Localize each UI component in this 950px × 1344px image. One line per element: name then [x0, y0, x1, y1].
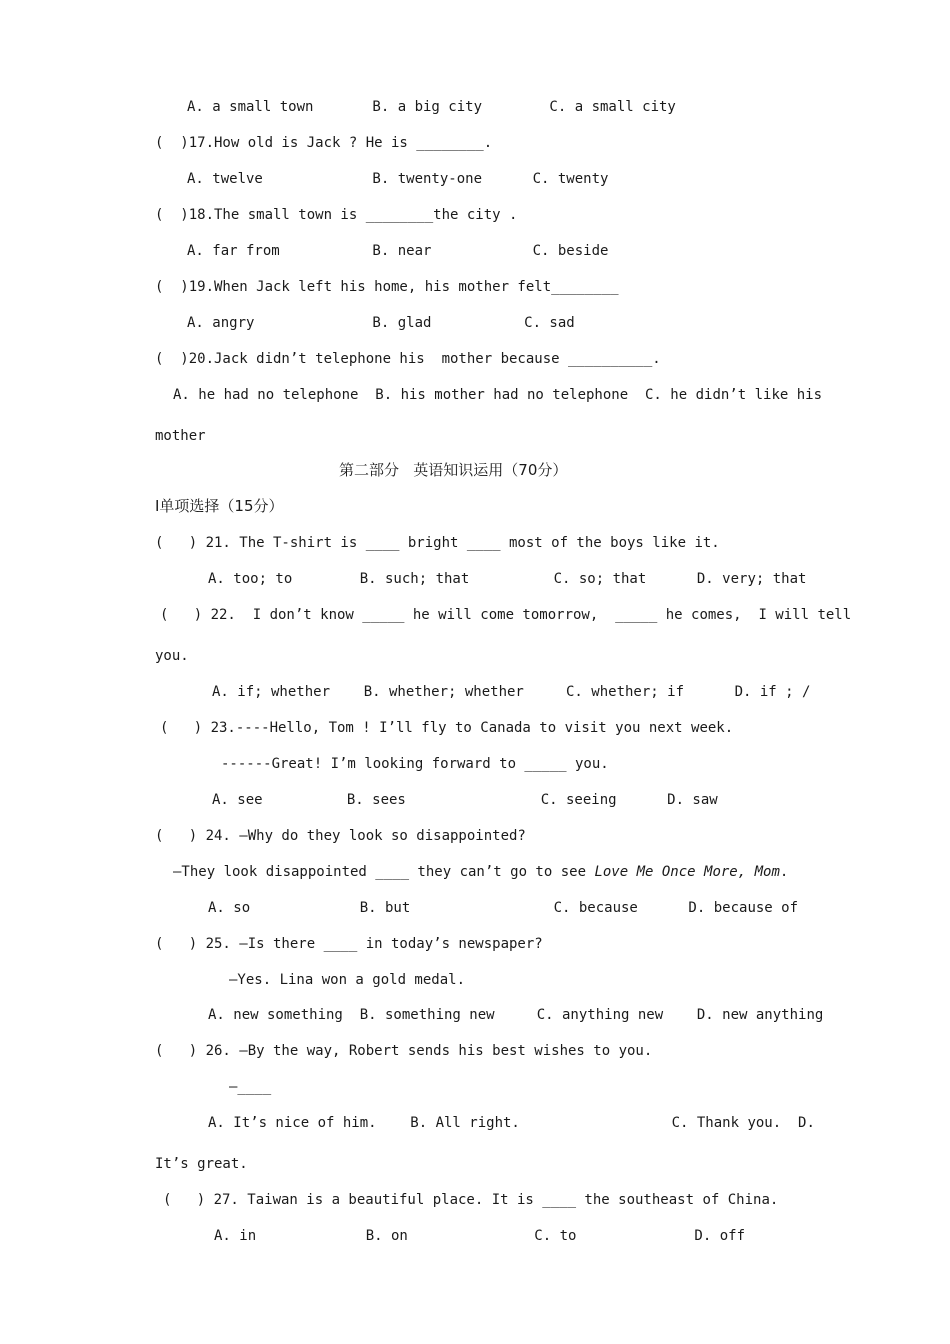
q22-stem: ( ) 22. I don’t know _____ he will come tomorrow, _____ he comes, I will tell — [160, 607, 852, 623]
q27-options: A. in B. on C. to D. off — [214, 1228, 746, 1244]
subsection-title: Ⅰ单项选择（15分） — [155, 497, 284, 515]
movie-title: Love Me Once More, Mom — [594, 864, 780, 880]
q22-options: A. if; whether B. whether; whether C. whether; if D. if ; / — [212, 684, 811, 700]
q26-options: A. It’s nice of him. B. All right. C. Thank you. D. — [208, 1115, 815, 1131]
q17-stem: ( )17.How old is Jack ? He is ________. — [155, 135, 493, 151]
section-title: 第二部分 英语知识运用（70分） — [339, 461, 568, 479]
q25-reply: —Yes. Lina won a gold medal. — [229, 972, 466, 988]
q18-stem: ( )18.The small town is ________the city . — [155, 207, 518, 223]
q25-options: A. new something B. something new C. anything new D. new anything — [208, 1007, 824, 1023]
q21-options: A. too; to B. such; that C. so; that D. very; that — [208, 571, 807, 587]
q20-options-wrap: mother — [155, 428, 206, 444]
q26-stem: ( ) 26. —By the way, Robert sends his best wishes to you. — [155, 1043, 653, 1059]
q24-reply — [173, 863, 788, 881]
q23-stem: ( ) 23.----Hello, Tom ! I’ll fly to Canada to visit you next week. — [160, 720, 734, 736]
q16-options: A. a small town B. a big city C. a small city — [187, 99, 676, 115]
q25-stem: ( ) 25. —Is there ____ in today’s newspaper? — [155, 936, 543, 952]
q24-stem: ( ) 24. —Why do they look so disappointed? — [155, 828, 526, 844]
q27-stem: ( ) 27. Taiwan is a beautiful place. It is ____ the southeast of China. — [163, 1192, 779, 1208]
q17-options: A. twelve B. twenty-one C. twenty — [187, 171, 609, 187]
q18-options: A. far from B. near C. beside — [187, 243, 609, 259]
q20-stem: ( )20.Jack didn’t telephone his mother because __________. — [155, 351, 661, 367]
q23-options: A. see B. sees C. seeing D. saw — [212, 792, 718, 808]
q26-reply: —____ — [229, 1079, 272, 1095]
q24-reply-end: . — [779, 864, 789, 880]
q26-options-wrap: It’s great. — [155, 1156, 248, 1172]
q22-stem-wrap: you. — [155, 648, 189, 664]
q23-reply: ------Great! I’m looking forward to _____ you. — [221, 756, 609, 772]
q19-options: A. angry B. glad C. sad — [187, 315, 575, 331]
q24-options: A. so B. but C. because D. because of — [208, 900, 799, 916]
q24-reply-text: —They look disappointed ____ they can’t go to see — [173, 864, 595, 880]
q20-options: A. he had no telephone B. his mother had no telephone C. he didn’t like his — [173, 387, 823, 403]
q19-stem: ( )19.When Jack left his home, his mother felt________ — [155, 279, 619, 295]
q21-stem: ( ) 21. The T-shirt is ____ bright ____ most of the boys like it. — [155, 535, 720, 551]
